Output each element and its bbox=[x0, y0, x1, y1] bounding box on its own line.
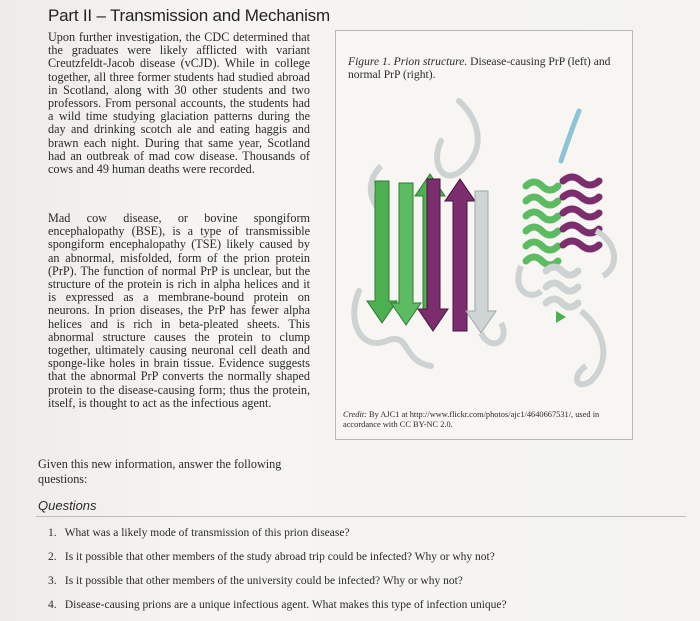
coil-strand bbox=[596, 231, 614, 276]
figure-caption-text: Disease-causing PrP (left) and normal PrP (right). bbox=[348, 55, 611, 81]
question-text: Is it possible that other members of the study abroad trip could be infected? Why or why not? bbox=[64, 551, 495, 563]
alpha-helix-grey bbox=[546, 267, 578, 307]
coil-strand bbox=[577, 311, 603, 384]
beta-strand-grey bbox=[466, 191, 496, 333]
question-number: 2. bbox=[48, 551, 57, 563]
beta-arrow-green bbox=[556, 311, 566, 323]
question-text: Is it possible that other members of the university could be infected? Why or why not? bbox=[64, 575, 463, 587]
figure-credit bbox=[343, 410, 625, 430]
figure-credit-text: By AJC1 at http://www.flickr.com/photos/ajc1/4640667531/, used in accordance with CC BY-NC 2.0. bbox=[343, 410, 600, 429]
question-number: 4. bbox=[48, 599, 57, 611]
paragraph-mad-cow: Mad cow disease, or bovine spongiform encephalopathy (BSE), is a type of transmissible spongiform encephalopathy (TSE) likely caused by an abnormal, misfolded, form of the prion protein (PrP). The function of normal PrP is unclear, but the structure of the protein is rich in alpha helices and it is expressed as a membrane-bound protein on neurons. In prion diseases, the PrP has fewer alpha helices and is rich in beta-pleated sheets. This abnormal structure causes the protein to clump together, ultimately causing neuronal cell death and sponge-like holes in brain tissue. Evidence suggests that the abnormal PrP converts the normally shaped protein to the disease-causing form; thus the protein, itself, is thought to act as the infectious agent. bbox=[48, 211, 310, 410]
question-item bbox=[48, 575, 463, 587]
beta-strand-green bbox=[391, 183, 421, 325]
disease-prp-model bbox=[354, 101, 504, 366]
beta-strand-purple bbox=[445, 179, 475, 331]
paragraph-instruction: Given this new information, answer the following questions: bbox=[38, 457, 282, 486]
question-text: What was a likely mode of transmission of this prion disease? bbox=[64, 527, 350, 539]
figure-caption bbox=[348, 55, 620, 81]
questions-divider bbox=[36, 516, 686, 517]
alpha-helix-purple bbox=[563, 177, 599, 249]
alpha-helix-green bbox=[526, 182, 558, 265]
question-item bbox=[48, 599, 507, 611]
prion-structure-illustration bbox=[341, 91, 627, 391]
coil-strand-blue bbox=[561, 111, 579, 161]
figure-caption-label: Figure 1. Prion structure. bbox=[348, 55, 468, 68]
coil-strand bbox=[518, 266, 541, 295]
questions-heading: Questions bbox=[38, 498, 97, 513]
question-number: 3. bbox=[48, 575, 57, 587]
paragraph-investigation: Upon further investigation, the CDC determined that the graduates were likely afflicted with variant Creutzfeldt-Jacob disease (vCJD). While in college together, all three former students had studied abroad in Scotland, along with 30 other students and two professors. From personal accounts, the students had a wild time studying glaciation patterns during the day and drinking scotch ale and eating haggis and brawn each night. During that same year, Scotland had an outbreak of mad cow disease. Thousands of cows and 49 human deaths were recorded. bbox=[48, 30, 310, 177]
question-number: 1. bbox=[48, 527, 57, 539]
normal-prp-model bbox=[518, 111, 614, 384]
question-item bbox=[48, 551, 495, 563]
question-text: Disease-causing prions are a unique infectious agent. What makes this type of infection unique? bbox=[64, 599, 507, 611]
question-item bbox=[48, 527, 350, 539]
figure-credit-label: Credit: bbox=[343, 410, 367, 419]
coil-strand bbox=[437, 101, 478, 176]
figure-box bbox=[335, 30, 633, 440]
section-title: Part II – Transmission and Mechanism bbox=[48, 6, 330, 25]
